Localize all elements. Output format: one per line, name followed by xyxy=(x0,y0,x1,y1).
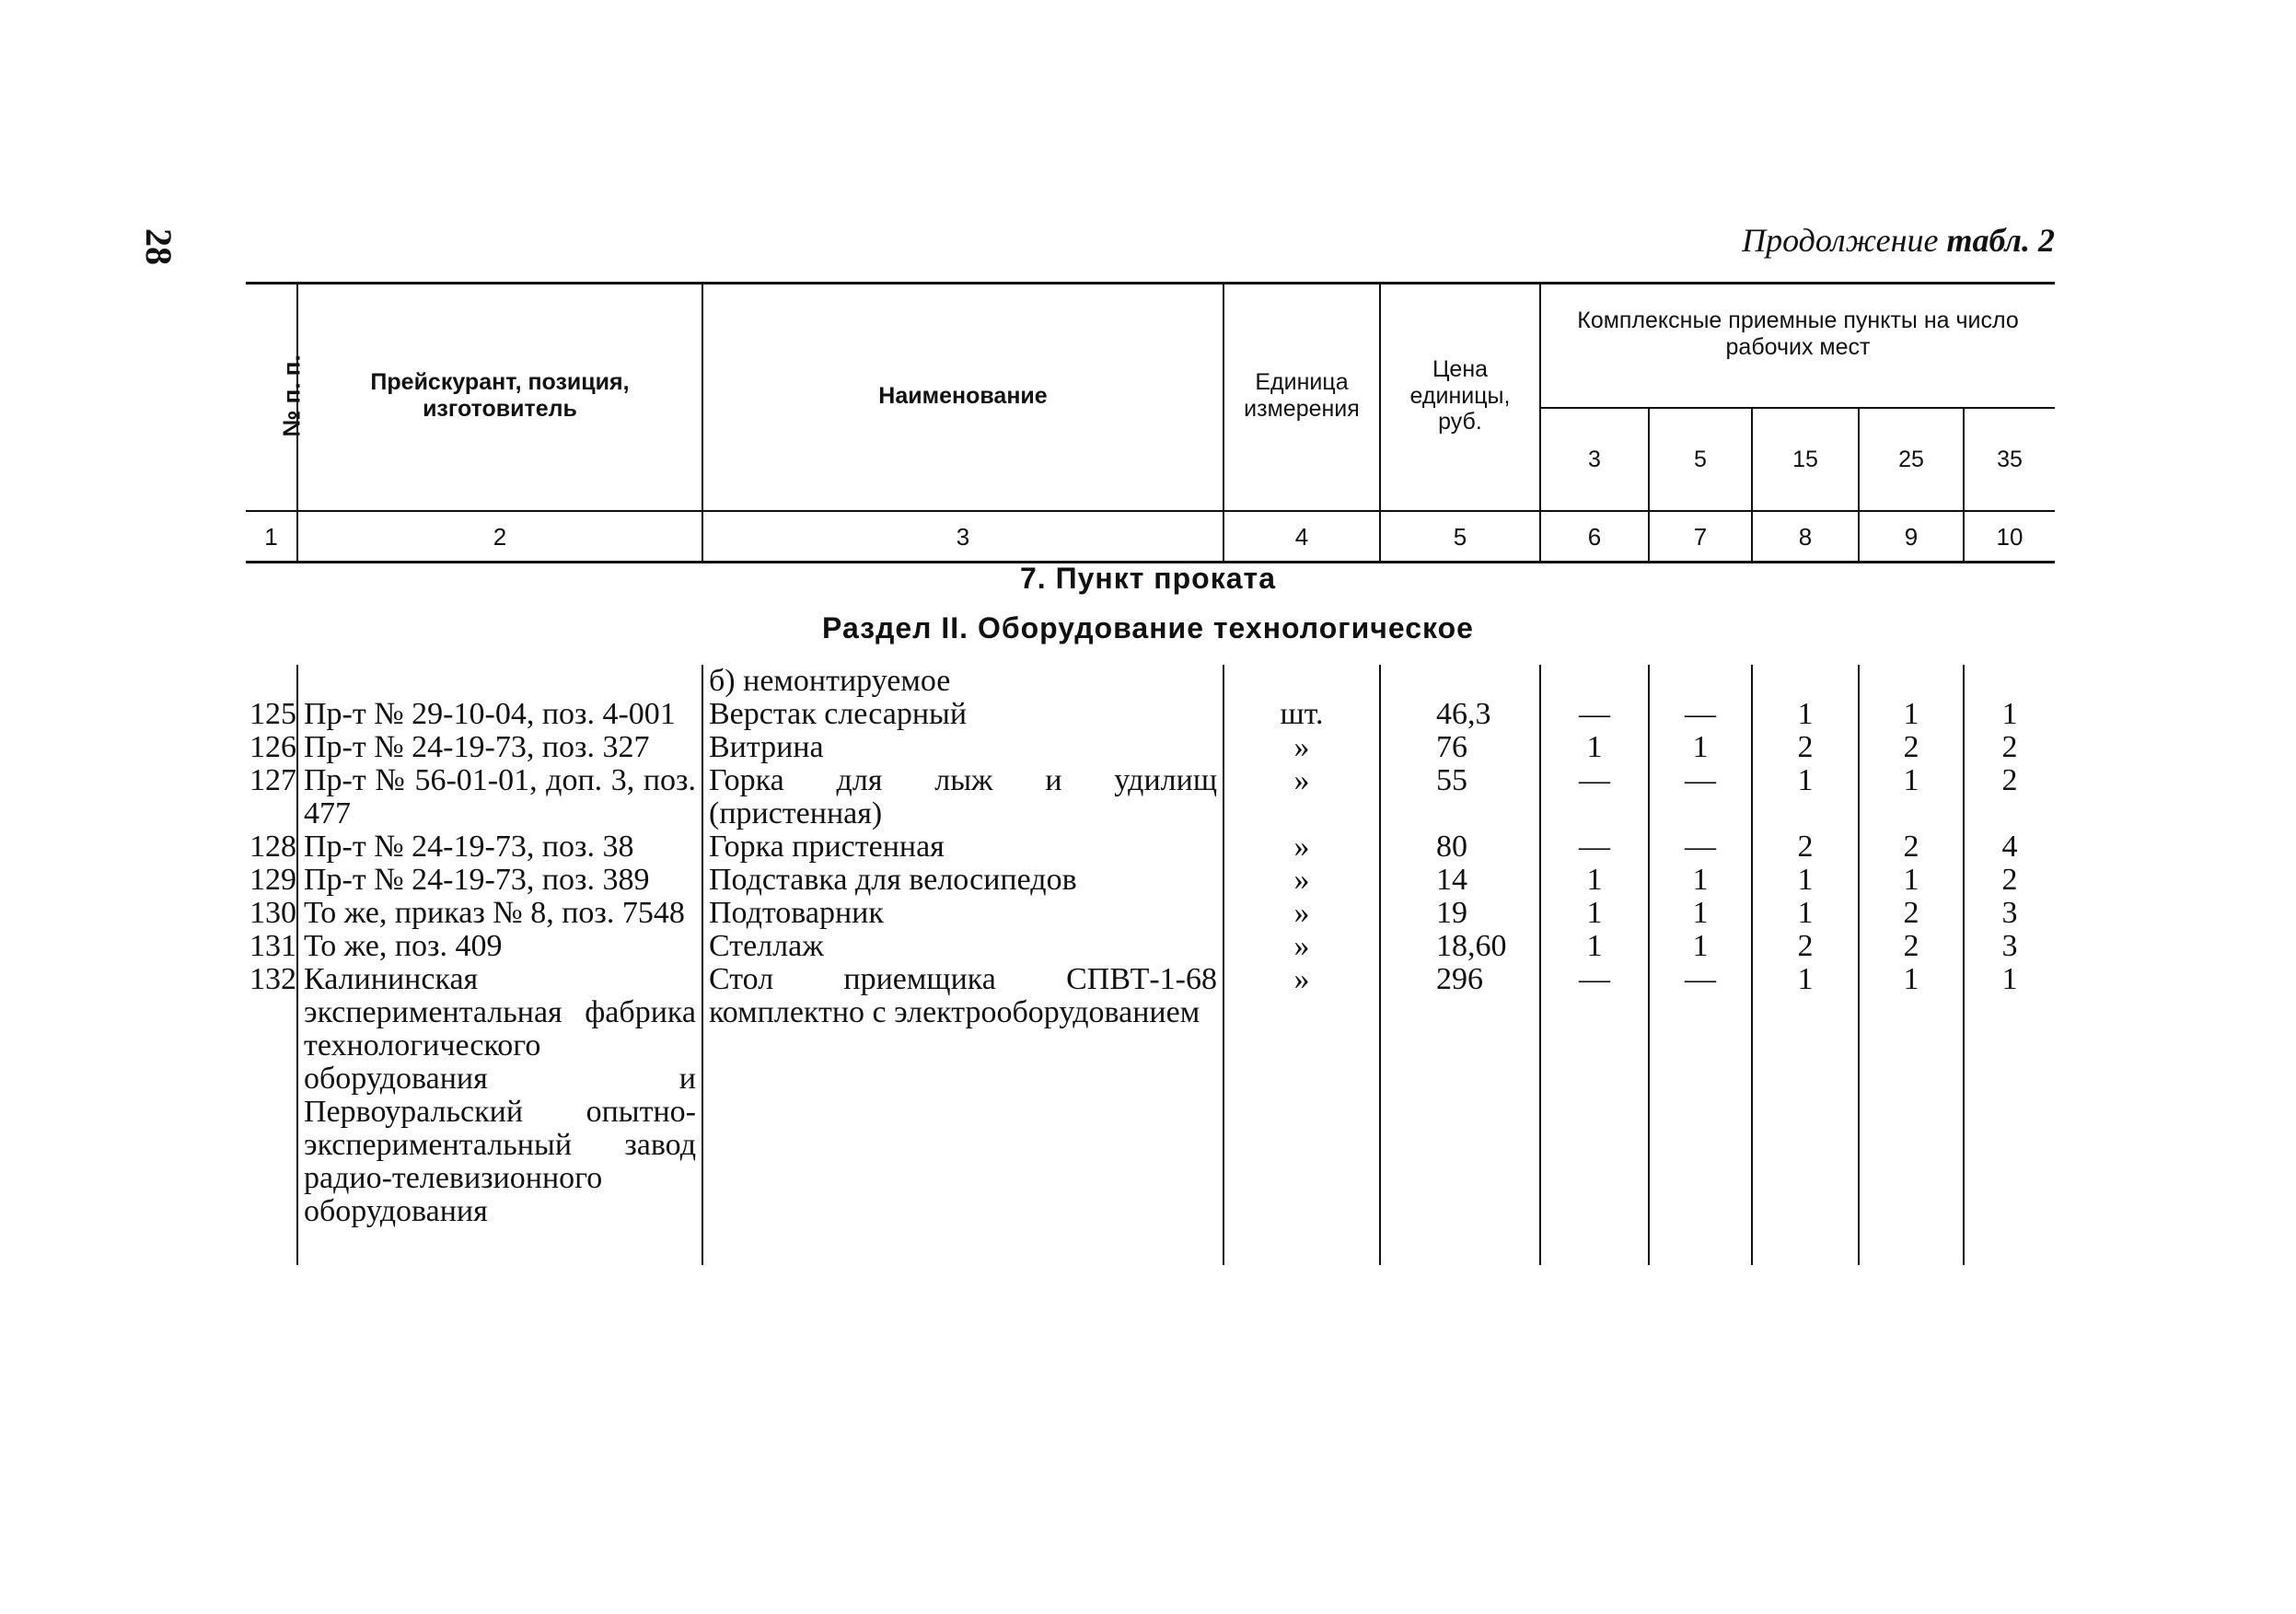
col-number: 6 xyxy=(1540,511,1649,563)
header-number-col xyxy=(246,282,306,511)
row-value: 1 xyxy=(1540,864,1649,897)
col-number: 4 xyxy=(1223,511,1380,563)
filler-row xyxy=(238,1228,2055,1265)
row-value: 2 xyxy=(1859,930,1964,963)
row-unit: шт. xyxy=(1223,698,1380,731)
row-source: То же, поз. 409 xyxy=(297,930,702,963)
row-number: 128 xyxy=(249,830,296,864)
row-value: 1 xyxy=(1752,963,1859,1228)
row-unit: » xyxy=(1223,930,1380,963)
row-number: 130 xyxy=(249,896,296,930)
row-name: Стол приемщика СПВТ-1-68 комплектно с электрооборудованием xyxy=(702,963,1223,1228)
empty-cell xyxy=(1752,1228,1859,1265)
row-number: 127 xyxy=(249,763,296,797)
data-table xyxy=(238,665,2055,1378)
row-value: 1 xyxy=(1649,930,1752,963)
empty-cell xyxy=(1752,665,1859,698)
col-number: 1 xyxy=(246,511,297,563)
header-unit: Единица измерения xyxy=(1223,282,1380,511)
row-value: 2 xyxy=(1859,830,1964,864)
continuation-caption xyxy=(1742,221,2055,260)
row-number: 126 xyxy=(249,730,296,764)
header-sub-15: 15 xyxy=(1752,408,1859,511)
header-name: Наименование xyxy=(702,282,1223,511)
row-source: То же, приказ № 8, поз. 7548 xyxy=(297,897,702,930)
row-value: 2 xyxy=(1752,830,1859,864)
col-number: 2 xyxy=(297,511,702,563)
empty-cell xyxy=(1964,665,2055,698)
row-source: Пр-т № 24-19-73, поз. 389 xyxy=(297,864,702,897)
row-value: 2 xyxy=(1752,731,1859,764)
row-value: 1 xyxy=(1752,764,1859,830)
table-row xyxy=(238,930,2055,963)
row-value: 1 xyxy=(1964,698,2055,731)
row-value: 2 xyxy=(1964,764,2055,830)
row-name: Витрина xyxy=(702,731,1223,764)
row-number: 129 xyxy=(249,863,296,897)
row-price: 80 xyxy=(1380,830,1540,864)
row-value: 1 xyxy=(1859,698,1964,731)
empty-cell xyxy=(1649,665,1752,698)
table-row xyxy=(238,731,2055,764)
empty-cell xyxy=(1859,1228,1964,1265)
row-number: 131 xyxy=(249,929,296,963)
row-value: — xyxy=(1540,764,1649,830)
empty-cell xyxy=(1223,1228,1380,1265)
row-value: 1 xyxy=(1964,963,2055,1228)
row-number: 125 xyxy=(249,697,296,731)
row-value: — xyxy=(1540,830,1649,864)
row-value: 1 xyxy=(1859,864,1964,897)
empty-cell xyxy=(1859,665,1964,698)
row-value: — xyxy=(1540,698,1649,731)
empty-cell xyxy=(1380,665,1540,698)
page-number: 28 xyxy=(138,228,180,265)
row-value: 2 xyxy=(1859,731,1964,764)
group-label: б) немонтируемое xyxy=(702,665,1223,698)
row-value: 1 xyxy=(1649,864,1752,897)
row-value: — xyxy=(1649,963,1752,1228)
empty-cell xyxy=(1223,665,1380,698)
row-price: 14 xyxy=(1380,864,1540,897)
empty-cell xyxy=(297,1228,702,1265)
row-name: Подтоварник xyxy=(702,897,1223,930)
group-row xyxy=(238,665,2055,698)
row-source: Пр-т № 24-19-73, поз. 38 xyxy=(297,830,702,864)
table-row xyxy=(238,764,2055,830)
col-number: 7 xyxy=(1649,511,1752,563)
row-source: Калининская экспериментальная фабрика технологического оборудования и Первоуральский опытно-экспериментальный завод радио-телевизионного оборудования xyxy=(297,963,702,1228)
table-row xyxy=(238,864,2055,897)
empty-cell xyxy=(702,1228,1223,1265)
row-value: 2 xyxy=(1964,864,2055,897)
empty-cell xyxy=(238,1228,297,1265)
col-number: 8 xyxy=(1752,511,1859,563)
table-row xyxy=(238,830,2055,864)
row-price: 46,3 xyxy=(1380,698,1540,731)
row-unit: » xyxy=(1223,963,1380,1228)
row-value: 1 xyxy=(1859,764,1964,830)
col-number: 3 xyxy=(702,511,1223,563)
row-number: 132 xyxy=(249,962,296,996)
section-subtitle: Раздел II. Оборудование технологическое xyxy=(822,611,1474,644)
row-value: — xyxy=(1649,698,1752,731)
row-source: Пр-т № 29-10-04, поз. 4-001 xyxy=(297,698,702,731)
table-row xyxy=(238,698,2055,731)
row-value: 4 xyxy=(1964,830,2055,864)
row-unit: » xyxy=(1223,731,1380,764)
header-group: Комплексные приемные пункты на число рабочих мест xyxy=(1540,282,2055,408)
table-row xyxy=(238,963,2055,1228)
row-value: 1 xyxy=(1752,698,1859,731)
row-value: 1 xyxy=(1649,731,1752,764)
row-source: Пр-т № 56-01-01, доп. 3, поз. 477 xyxy=(297,764,702,830)
row-value: 1 xyxy=(1540,930,1649,963)
header-pricelist: Прейскурант, позиция, изготовитель xyxy=(297,282,702,511)
row-value: 3 xyxy=(1964,897,2055,930)
header-sub-5: 5 xyxy=(1649,408,1752,511)
row-name: Горка для лыж и удилищ (пристенная) xyxy=(702,764,1223,830)
col-number: 9 xyxy=(1859,511,1964,563)
row-unit: » xyxy=(1223,764,1380,830)
row-value: 1 xyxy=(1540,897,1649,930)
table-row xyxy=(238,897,2055,930)
header-price: Цена единицы, руб. xyxy=(1380,282,1540,511)
section-title: 7. Пункт проката xyxy=(1020,562,1276,595)
header-top-rule xyxy=(246,282,2055,284)
row-unit: » xyxy=(1223,897,1380,930)
row-price: 76 xyxy=(1380,731,1540,764)
row-value: 1 xyxy=(1649,897,1752,930)
row-source: Пр-т № 24-19-73, поз. 327 xyxy=(297,731,702,764)
empty-cell xyxy=(1540,665,1649,698)
row-price: 19 xyxy=(1380,897,1540,930)
row-value: 1 xyxy=(1752,897,1859,930)
empty-cell xyxy=(297,665,702,698)
table-reference: табл. 2 xyxy=(1946,222,2055,259)
header-sub-35: 35 xyxy=(1964,408,2055,511)
row-name: Подставка для велосипедов xyxy=(702,864,1223,897)
header-number-label: № п. п. xyxy=(277,354,306,437)
empty-cell xyxy=(238,665,297,698)
header-sub-3: 3 xyxy=(1540,408,1649,511)
row-value: 2 xyxy=(1752,930,1859,963)
row-value: 3 xyxy=(1964,930,2055,963)
empty-cell xyxy=(1540,1228,1649,1265)
row-value: 1 xyxy=(1859,963,1964,1228)
row-name: Верстак слесарный xyxy=(702,698,1223,731)
row-unit: » xyxy=(1223,864,1380,897)
row-value: — xyxy=(1649,830,1752,864)
row-value: — xyxy=(1540,963,1649,1228)
empty-cell xyxy=(1964,1228,2055,1265)
row-unit: » xyxy=(1223,830,1380,864)
empty-cell xyxy=(1649,1228,1752,1265)
col-number: 10 xyxy=(1964,511,2055,563)
empty-cell xyxy=(1380,1228,1540,1265)
row-value: 2 xyxy=(1964,731,2055,764)
row-name: Стеллаж xyxy=(702,930,1223,963)
continuation-label: Продолжение xyxy=(1742,222,1939,259)
table-header xyxy=(246,282,2055,563)
row-price: 296 xyxy=(1380,963,1540,1228)
row-price: 18,60 xyxy=(1380,930,1540,963)
row-price: 55 xyxy=(1380,764,1540,830)
row-name: Горка пристенная xyxy=(702,830,1223,864)
row-value: 2 xyxy=(1859,897,1964,930)
row-value: 1 xyxy=(1752,864,1859,897)
header-sub-25: 25 xyxy=(1859,408,1964,511)
row-value: — xyxy=(1649,764,1752,830)
row-value: 1 xyxy=(1540,731,1649,764)
col-number: 5 xyxy=(1380,511,1540,563)
